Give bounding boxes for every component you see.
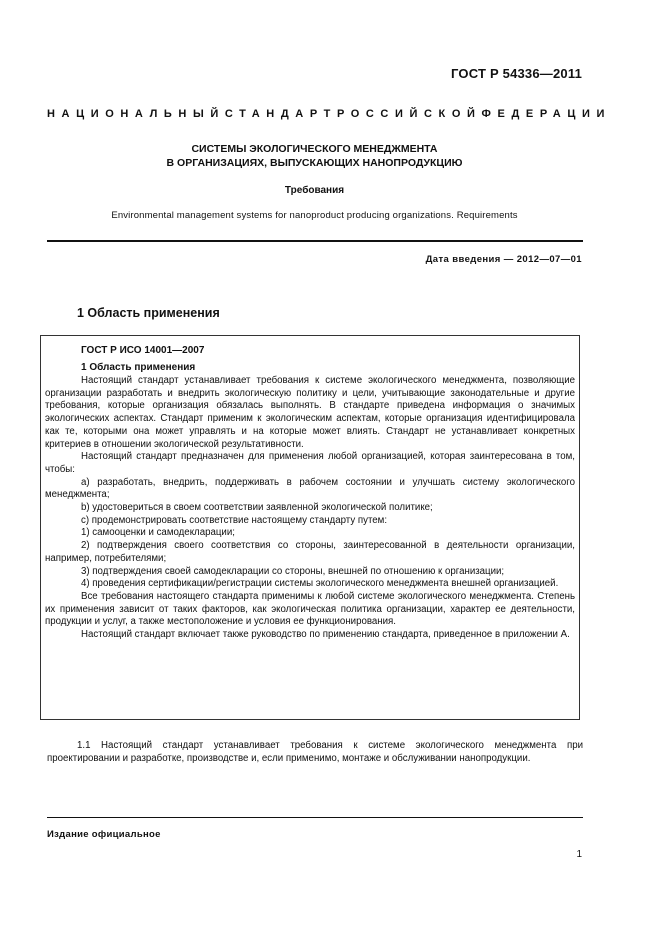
quote-list-item: a) разработать, внедрить, поддерживать в рабочем состоянии и улучшать систему экологического менеджмента;: [45, 476, 575, 501]
national-word: ФЕДЕРАЦИИ: [481, 108, 611, 120]
quote-paragraph: Все требования настоящего стандарта применимы к любой системе экологического менеджмента. Степень их применения зависит от таких факторов, как экологическая политика организации, характер ее деятельности, продукции и услуг, а также местоположение и условия ее функционирования.: [45, 590, 575, 628]
page-number: 1: [576, 849, 582, 860]
national-word: НАЦИОНАЛЬНЫЙ: [47, 108, 225, 120]
document-subtitle: Требования: [284, 185, 345, 196]
quote-paragraph: Настоящий стандарт включает также руководство по применению стандарта, приведенное в приложении А.: [81, 629, 570, 641]
quote-list-item: c) продемонстрировать соответствие настоящему стандарту путем:: [81, 514, 388, 526]
quoted-standard-box: [40, 335, 580, 720]
quote-subheading: 1 Область применения: [81, 362, 196, 373]
quote-reference: ГОСТ Р ИСО 14001—2007: [81, 345, 205, 356]
national-word: РОССИЙСКОЙ: [336, 108, 482, 120]
quote-paragraph: Настоящий стандарт устанавливает требования к системе экологического менеджмента, позволяющие организации разработать и внедрить экологическую политику и цели, учитывающие законодательные и другие требования, которые организация обязалась выполнять. В стандарте приведена информация о значимых экологических аспектах. Стандарт применим к экологическим аспектам, которые организация идентифицировала как те, которыми она может управлять и на которые может влиять. Стандарт не устанавливает конкретных критериев в отношении экологической результативности.: [45, 375, 575, 450]
national-standard-line: [47, 108, 611, 120]
quote-list-item: 3) подтверждения своей самодекларации со стороны, внешней по отношению к организации;: [81, 565, 505, 577]
title-line-2: В ОРГАНИЗАЦИЯХ, ВЫПУСКАЮЩИХ НАНОПРОДУКЦИЮ: [166, 157, 463, 169]
national-word: СТАНДАРТ: [224, 108, 337, 120]
document-title: [47, 142, 582, 170]
quote-list-item: b) удостовериться в своем соответствии заявленной экологической политике;: [81, 502, 433, 514]
effective-date: Дата введения — 2012—07—01: [425, 254, 582, 265]
quote-list-item: 1) самооценки и самодекларации;: [81, 527, 235, 539]
clause-1-1: 1.1 Настоящий стандарт устанавливает требования к системе экологического менеджмента при проектировании и разработке, производстве и, если применимо, монтаже и обслуживании нанопродукции.: [47, 740, 583, 764]
footer-divider: [47, 817, 583, 818]
document-number: ГОСТ Р 54336—2011: [451, 66, 582, 81]
edition-note: Издание официальное: [47, 829, 161, 840]
english-title: Environmental management systems for nanoproduct producing organizations. Requirements: [111, 210, 518, 221]
title-line-1: СИСТЕМЫ ЭКОЛОГИЧЕСКОГО МЕНЕДЖМЕНТА: [191, 143, 438, 155]
header-divider: [47, 240, 583, 242]
quote-paragraph: Настоящий стандарт предназначен для применения любой организацией, которая заинтересована в том, чтобы:: [45, 451, 575, 475]
quote-list-item: 2) подтверждения своего соответствия со стороны, заинтересованной в деятельности организации, например, потребителями;: [45, 540, 575, 564]
section-heading: 1 Область применения: [77, 306, 220, 320]
quote-list-item: 4) проведения сертификации/регистрации системы экологического менеджмента внешней организацией.: [81, 578, 559, 590]
